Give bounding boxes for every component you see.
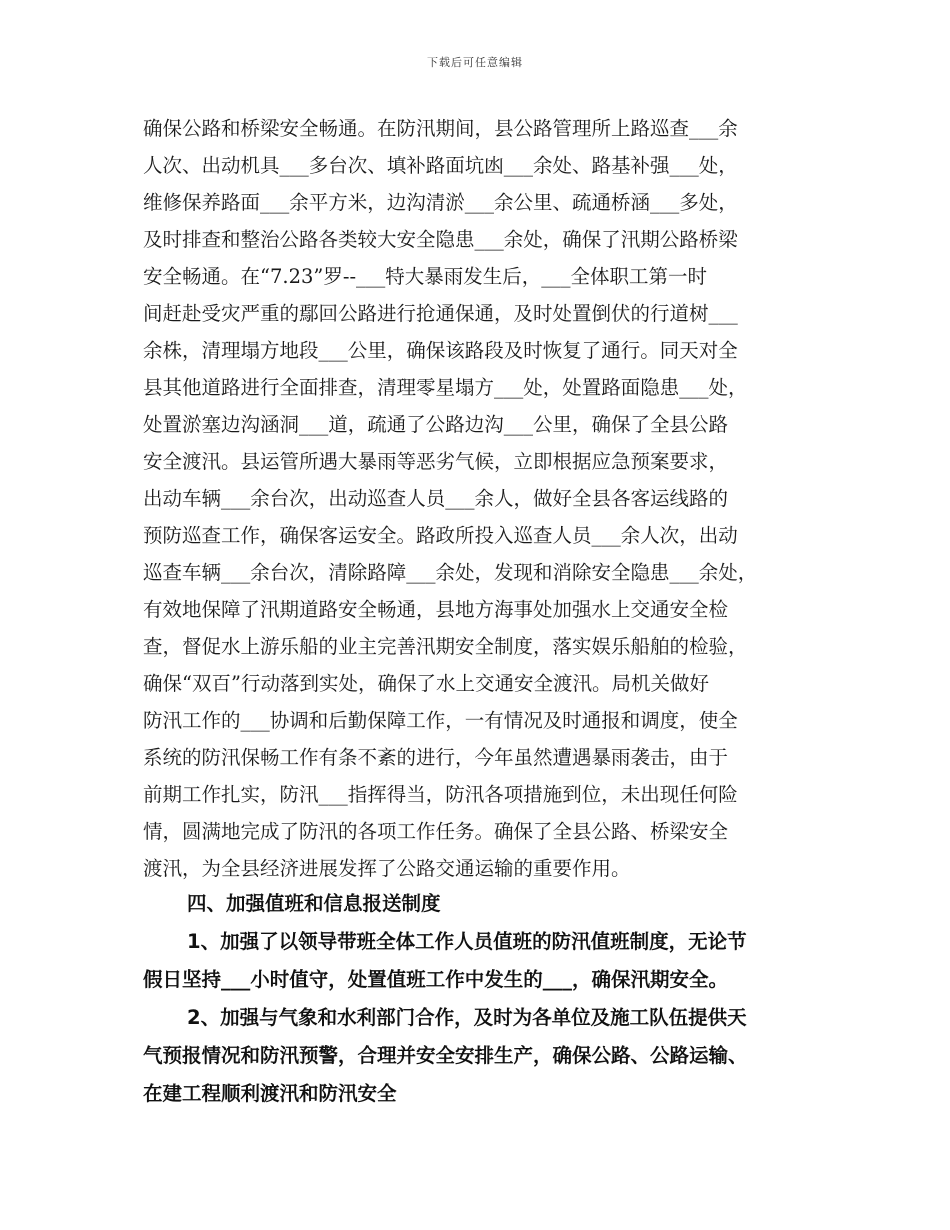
- text-line: 间赶赴受灾严重的鄢回公路进行抢通保通，及时处置倒伏的行道树___: [143, 302, 738, 325]
- text-line: 系统的防汛保畅工作有条不紊的进行，今年虽然遭遇暴雨袭击，由于: [143, 746, 729, 769]
- text-line: 查，督促水上游乐船的业主完善汛期安全制度，落实娱乐船舶的检验，: [143, 635, 748, 658]
- text-line: 县其他道路进行全面排查，清理零星塌方___处，处置路面隐患___处，: [143, 376, 748, 399]
- text-line: 处置淤塞边沟涵洞___道，疏通了公路边沟___公里，确保了全县公路: [143, 413, 729, 436]
- text-line: 前期工作扎实，防汛___指挥得当，防汛各项措施到位，未出现任何险: [143, 783, 738, 806]
- text-line: 出动车辆___余台次，出动巡查人员___余人，做好全县各客运线路的: [143, 487, 729, 510]
- item-2-line-1: 2、加强与气象和水利部门合作，及时为各单位及施工队伍提供天: [187, 1006, 747, 1029]
- text-line: 确保公路和桥梁安全畅通。在防汛期间，县公路管理所上路巡查___余: [143, 117, 738, 140]
- item-2-line-2: 气预报情况和防汛预警，合理并安全安排生产，确保公路、公路运输、: [143, 1044, 748, 1067]
- header-note: 下载后可任意编辑: [427, 56, 523, 69]
- body-paragraph: [143, 110, 823, 887]
- text-line: 确保“双百”行动落到实处，确保了水上交通安全渡汛。局机关做好: [143, 672, 709, 695]
- text-line: 预防巡查工作，确保客运安全。路政所投入巡查人员___余人次，出动: [143, 524, 738, 547]
- text-line: 人次、出动机具___多台次、填补路面坑凼___余处、路基补强___处，: [143, 154, 738, 177]
- section-heading: 四、加强值班和信息报送制度: [187, 892, 441, 915]
- item-1-line-1: 1、加强了以领导带班全体工作人员值班的防汛值班制度，无论节: [187, 930, 747, 953]
- text-line: 巡查车辆___余台次，清除路障___余处，发现和消除安全隐患___余处，: [143, 561, 758, 584]
- text-line: 安全畅通。在“7.23”罗--___特大暴雨发生后，___全体职工第一时: [143, 265, 708, 288]
- text-line: 渡汛，为全县经济进展发挥了公路交通运输的重要作用。: [143, 857, 631, 880]
- text-line: 有效地保障了汛期道路安全畅通，县地方海事处加强水上交通安全检: [143, 598, 729, 621]
- text-line: 余株，清理塌方地段___公里，确保该路段及时恢复了通行。同天对全: [143, 339, 738, 362]
- item-2-line-3: 在建工程顺利渡汛和防汛安全: [143, 1082, 397, 1105]
- item-1-line-2: 假日坚持___小时值守，处置值班工作中发生的___，确保汛期安全。: [143, 968, 729, 991]
- text-line: 防汛工作的___协调和后勤保障工作，一有情况及时通报和调度，使全: [143, 709, 738, 732]
- text-line: 维修保养路面___余平方米，边沟清淤___余公里、疏通桥涵___多处，: [143, 191, 738, 214]
- text-line: 安全渡汛。县运管所遇大暴雨等恶劣气候，立即根据应急预案要求，: [143, 450, 729, 473]
- section-four: [143, 885, 843, 1113]
- text-line: 及时排查和整治公路各类较大安全隐患___余处，确保了汛期公路桥梁: [143, 228, 738, 251]
- text-line: 情，圆满地完成了防汛的各项工作任务。确保了全县公路、桥梁安全: [143, 820, 729, 843]
